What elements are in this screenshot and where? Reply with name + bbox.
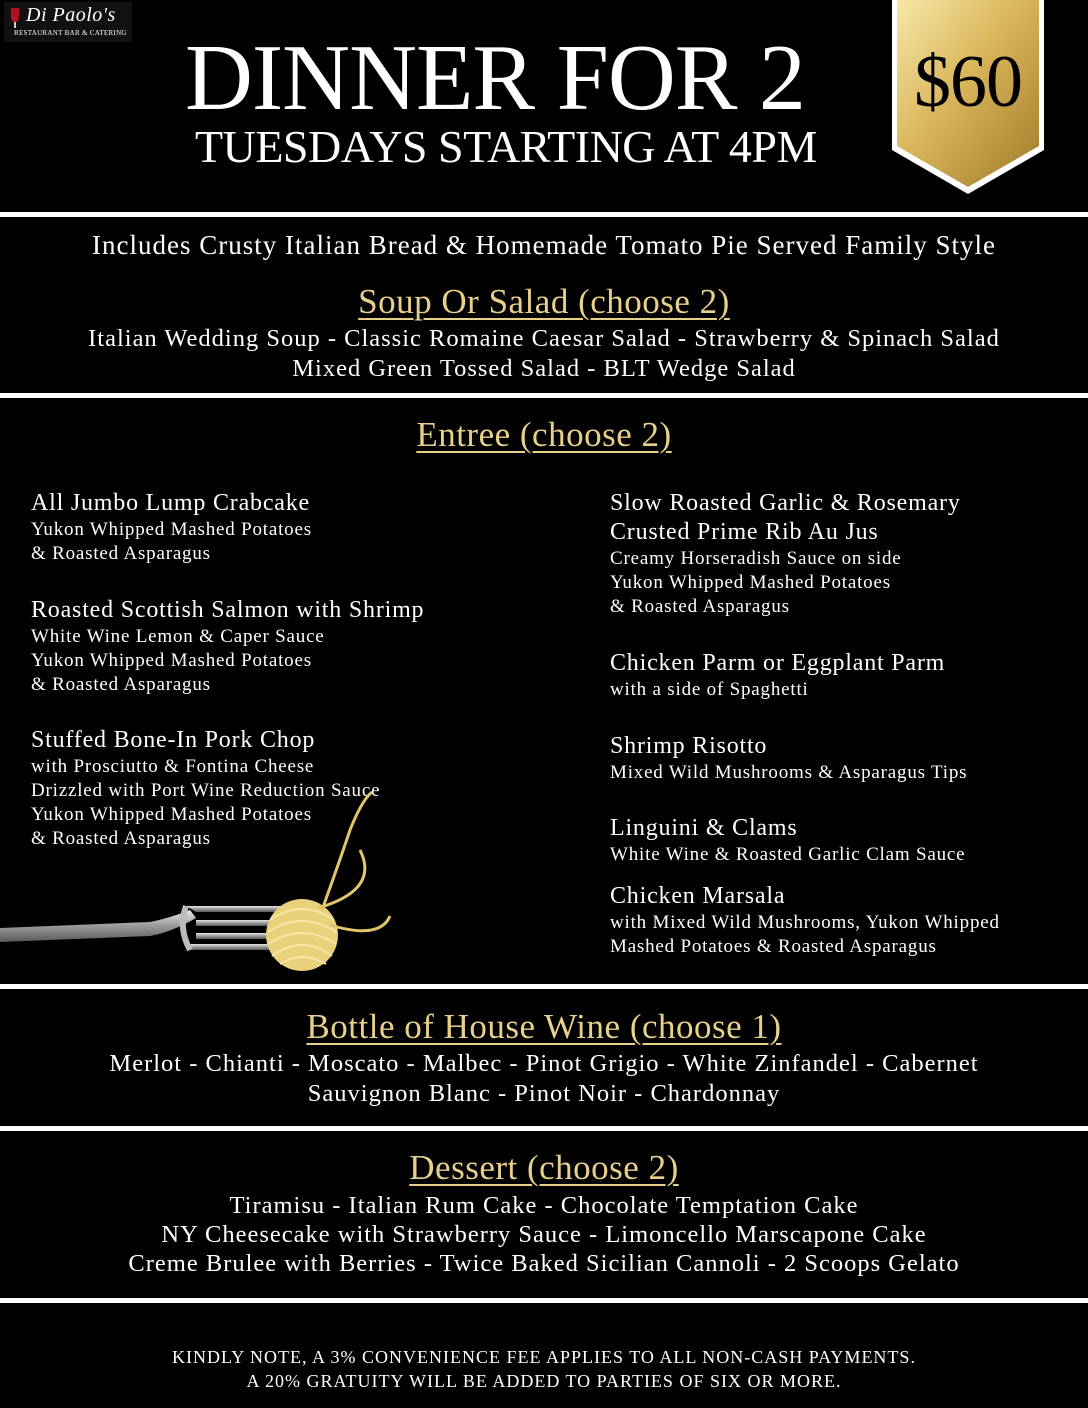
entree-desc: & Roasted Asparagus: [31, 828, 211, 849]
soup-salad-line-1: Italian Wedding Soup - Classic Romaine Caesar Salad - Strawberry & Spinach Salad: [88, 325, 1000, 352]
entree-item: [610, 814, 965, 867]
entree-desc: Yukon Whipped Mashed Potatoes: [31, 650, 312, 671]
page-title: DINNER FOR 2: [185, 26, 805, 130]
entree-item: [31, 489, 312, 566]
divider: [0, 984, 1088, 989]
page-subtitle: TUESDAYS STARTING AT 4PM: [195, 121, 817, 172]
dessert-line-3: Creme Brulee with Berries - Twice Baked Sicilian Cannoli - 2 Scoops Gelato: [128, 1250, 960, 1277]
entree-name: Slow Roasted Garlic & Rosemary: [610, 490, 961, 516]
entree-name: Shrimp Risotto: [610, 733, 768, 759]
entree-name: Roasted Scottish Salmon with Shrimp: [31, 597, 425, 623]
entree-desc: Mashed Potatoes & Roasted Asparagus: [610, 936, 937, 957]
entree-desc: with Prosciutto & Fontina Cheese: [31, 756, 315, 777]
entree-name: Chicken Marsala: [610, 883, 786, 909]
divider: [0, 1126, 1088, 1131]
entree-item: [610, 882, 1000, 959]
entree-desc: Creamy Horseradish Sauce on side: [610, 548, 902, 569]
soup-salad-line-2: Mixed Green Tossed Salad - BLT Wedge Salad: [292, 355, 796, 382]
dessert-line-2: NY Cheesecake with Strawberry Sauce - Limoncello Marscapone Cake: [161, 1221, 927, 1248]
soup-salad-heading: Soup Or Salad (choose 2): [358, 282, 730, 321]
entree-item: [610, 732, 967, 785]
entree-desc: Yukon Whipped Mashed Potatoes: [610, 572, 891, 593]
entree-desc: Drizzled with Port Wine Reduction Sauce: [31, 780, 381, 801]
entree-desc: Yukon Whipped Mashed Potatoes: [31, 804, 312, 825]
wine-glass-icon: [11, 8, 19, 22]
entree-heading: Entree (choose 2): [416, 415, 672, 454]
price-value: $60: [914, 41, 1022, 123]
dessert-heading: Dessert (choose 2): [409, 1148, 679, 1187]
fork-spaghetti-illustration: [0, 790, 400, 980]
entree-item: [610, 489, 961, 619]
footer-note-1: KINDLY NOTE, A 3% CONVENIENCE FEE APPLIES TO ALL NON-CASH PAYMENTS.: [172, 1347, 916, 1367]
entree-desc: & Roasted Asparagus: [31, 543, 211, 564]
wine-glass-stem: [14, 22, 16, 28]
divider: [0, 212, 1088, 217]
entree-name: Crusted Prime Rib Au Jus: [610, 519, 879, 545]
entree-name: Linguini & Clams: [610, 815, 798, 841]
intro-text: Includes Crusty Italian Bread & Homemade Tomato Pie Served Family Style: [92, 230, 996, 260]
wine-line-1: Merlot - Chianti - Moscato - Malbec - Pinot Grigio - White Zinfandel - Cabernet: [109, 1050, 979, 1077]
wine-heading: Bottle of House Wine (choose 1): [306, 1007, 782, 1046]
entree-desc: with a side of Spaghetti: [610, 679, 809, 700]
entree-item: [610, 649, 945, 702]
entree-desc: White Wine Lemon & Caper Sauce: [31, 626, 325, 647]
dessert-line-1: Tiramisu - Italian Rum Cake - Chocolate Temptation Cake: [229, 1192, 859, 1219]
entree-name: Chicken Parm or Eggplant Parm: [610, 650, 946, 676]
logo-name: Di Paolo's: [26, 4, 116, 26]
entree-item: [31, 596, 424, 697]
entree-desc: Mixed Wild Mushrooms & Asparagus Tips: [610, 762, 968, 783]
entree-desc: & Roasted Asparagus: [31, 674, 211, 695]
wine-line-2: Sauvignon Blanc - Pinot Noir - Chardonnay: [307, 1080, 781, 1107]
divider: [0, 1298, 1088, 1303]
entree-name: Stuffed Bone-In Pork Chop: [31, 727, 316, 753]
entree-desc: with Mixed Wild Mushrooms, Yukon Whipped: [610, 912, 1000, 933]
entree-desc: White Wine & Roasted Garlic Clam Sauce: [610, 844, 966, 865]
price-badge: [890, 0, 1046, 196]
entree-name: All Jumbo Lump Crabcake: [31, 490, 311, 516]
entree-desc: & Roasted Asparagus: [610, 596, 790, 617]
entree-desc: Yukon Whipped Mashed Potatoes: [31, 519, 312, 540]
restaurant-logo: [4, 2, 132, 42]
logo-tagline: RESTAURANT BAR & CATERING: [14, 29, 127, 37]
footer-note-2: A 20% GRATUITY WILL BE ADDED TO PARTIES OF SIX OR MORE.: [246, 1371, 842, 1391]
divider: [0, 393, 1088, 398]
